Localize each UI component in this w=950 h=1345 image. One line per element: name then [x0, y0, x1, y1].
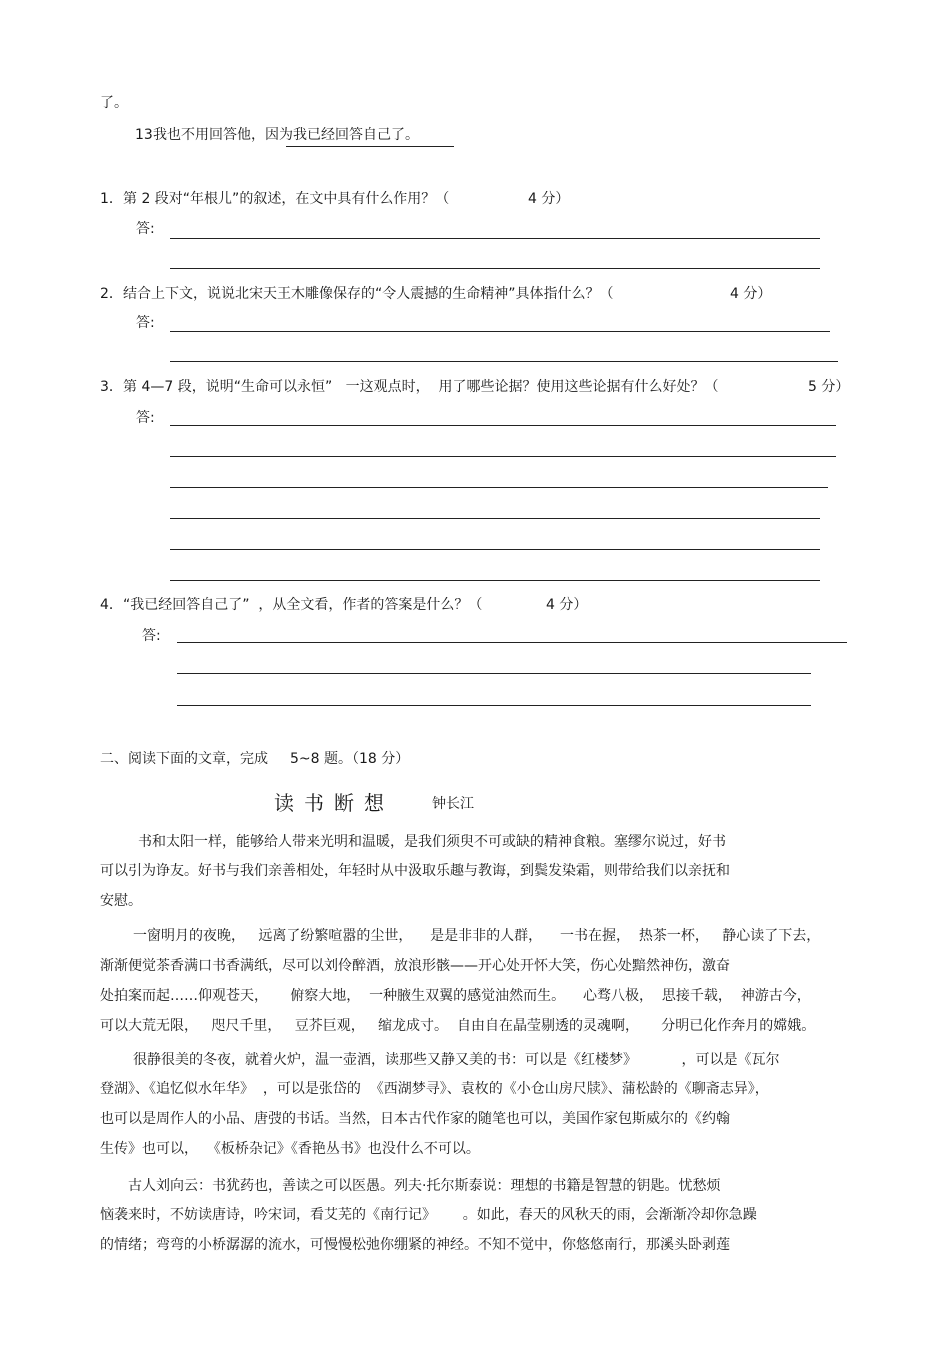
article-line: 可以引为诤友。好书与我们亲善相处，年轻时从中汲取乐趣与教诲，到鬓发染霜，则带给我们以亲抚和: [100, 863, 730, 879]
article-title: 读书断想: [274, 791, 394, 815]
question-number: 1．: [100, 191, 123, 207]
question-text: “我已经回答自己了” ，从全文看，作者的答案是什么？（: [123, 597, 483, 613]
article-line: 很静很美的冬夜，就着火炉，温一壶酒，读那些又静又美的书：可以是《红楼梦》 ，可以是《瓦尔: [133, 1052, 780, 1068]
question-text: 第 2 段对“年根儿”的叙述，在文中具有什么作用？（: [123, 191, 450, 207]
article-line: 古人刘向云：书犹药也，善读之可以医愚。列夫·托尔斯泰说：理想的书籍是智慧的钥匙。忧愁烦: [128, 1178, 721, 1194]
article-line: 也可以是周作人的小品、唐弢的书话。当然，日本古代作家的随笔也可以，美国作家包斯威尔的《约翰: [100, 1111, 730, 1127]
article-line: 一窗明月的夜晚， 远离了纷繁喧嚣的尘世， 是是非非的人群， 一书在握， 热茶一杯， 静心读了下去，: [133, 928, 821, 944]
article-author: 钟长江: [432, 796, 474, 812]
section-heading-range: 5~8 题。（18 分）: [290, 751, 410, 767]
paragraph-number: 13: [135, 127, 153, 143]
answer-line: [170, 361, 838, 362]
question-number: 3．: [100, 379, 123, 395]
article-line: 恼袭来时，不妨读唐诗，吟宋词，看艾芜的《南行记》 。如此，春天的风秋天的雨，会渐渐冷却你急躁: [100, 1207, 757, 1223]
paragraph-13-text: 我也不用回答他，因为我已经回答自己了。: [153, 127, 419, 143]
section-heading: 二、阅读下面的文章，完成: [100, 751, 268, 767]
answer-line: [177, 673, 811, 674]
answer-label: 答:: [136, 410, 155, 426]
question-score: 4 分）: [546, 597, 588, 613]
article-line: 生传》也可以， 《板桥杂记》《香艳丛书》也没什么不可以。: [100, 1141, 480, 1157]
question-text: 第 4—7 段，说明“生命可以永恒” 一这观点时， 用了哪些论据？使用这些论据有什么好处？（: [123, 379, 719, 395]
question-number: 4．: [100, 597, 123, 613]
answer-line: [177, 642, 847, 643]
answer-line: [170, 487, 828, 488]
answer-line: [170, 456, 836, 457]
article-line: 的情绪；弯弯的小桥潺潺的流水，可慢慢松弛你绷紧的神经。不知不觉中，你悠悠南行，那溪头卧剥莲: [100, 1237, 730, 1253]
article-line: 书和太阳一样，能够给人带来光明和温暖，是我们须臾不可或缺的精神食粮。塞缪尔说过，好书: [138, 834, 726, 850]
question-text: 结合上下文，说说北宋天王木雕像保存的“令人震撼的生命精神”具体指什么？（: [123, 286, 614, 302]
answer-line: [170, 425, 836, 426]
answer-line: [177, 705, 811, 706]
article-line: 处拍案而起……仰观苍天， 俯察大地， 一种腋生双翼的感觉油然而生。 心骛八极， 思接千载， 神游古今，: [100, 988, 811, 1004]
answer-label: 答:: [136, 315, 155, 331]
answer-line: [170, 268, 820, 269]
text-line-end: 了。: [100, 95, 128, 111]
answer-label: 答:: [136, 221, 155, 237]
article-line: 渐渐便觉茶香满口书香满纸，尽可以刘伶醉酒，放浪形骸——开心处开怀大笑，伤心处黯然神伤，激奋: [100, 958, 730, 974]
article-line: 安慰。: [100, 893, 142, 909]
answer-label: 答:: [142, 628, 161, 644]
answer-line: [170, 331, 830, 332]
underline: [286, 146, 454, 147]
answer-line: [170, 549, 820, 550]
question-number: 2．: [100, 286, 123, 302]
question-score: 4 分）: [528, 191, 570, 207]
article-line: 登湖》、《追忆似水年华》 ，可以是张岱的 《西湖梦寻》、袁枚的《小仓山房尺牍》、蒲松龄的《聊斋志异》，: [100, 1081, 769, 1097]
question-score: 4 分）: [730, 286, 772, 302]
question-score: 5 分）: [808, 379, 850, 395]
answer-line: [170, 518, 820, 519]
answer-line: [170, 238, 820, 239]
article-line: 可以大荒无限， 咫尺千里， 豆芥巨观， 缩龙成寸。 自由自在晶莹剔透的灵魂啊， 分明已化作奔月的嫦娥。: [100, 1018, 816, 1034]
answer-line: [170, 580, 820, 581]
